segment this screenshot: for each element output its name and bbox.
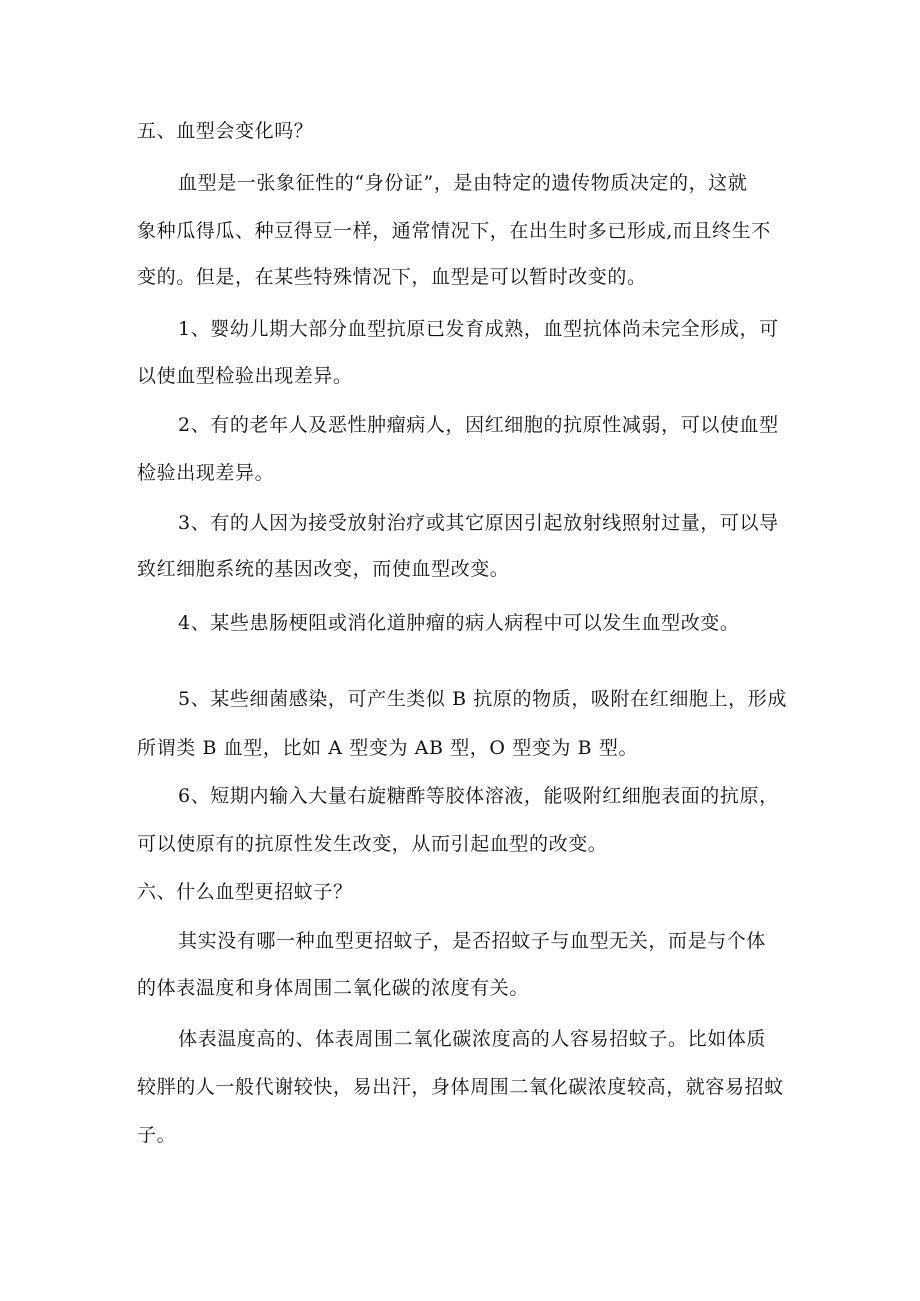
item-1-line-2: 以使血型检验出现差异。	[137, 365, 353, 387]
section6-para2-line-3: 子。	[137, 1124, 177, 1146]
item-1-line-1: 1、婴幼儿期大部分血型抗原已发育成熟，血型抗体尚未完全形成，可	[178, 318, 779, 340]
item-5-line-1: 5、某些细菌感染，可产生类似 B 抗原的物质，吸附在红细胞上，形成	[178, 688, 787, 710]
item-2-line-2: 检验出现差异。	[137, 462, 275, 484]
section6-heading: 六、什么血型更招蚊子？	[137, 881, 353, 903]
section5-intro-line-1: 血型是一张象征性的“身份证”，是由特定的遗传物质决定的，这就	[178, 172, 748, 194]
item-6-line-2: 可以使原有的抗原性发生改变，从而引起血型的改变。	[137, 833, 608, 855]
section6-para2-line-1: 体表温度高的、体表周围二氧化碳浓度高的人容易招蚊子。比如体质	[178, 1028, 767, 1050]
item-6-line-1: 6、短期内输入大量右旋糖酢等胶体溶液，能吸附红细胞表面的抗原，	[178, 785, 779, 807]
section6-para1-line-1: 其实没有哪一种血型更招蚊子，是否招蚊子与血型无关，而是与个体	[178, 930, 767, 952]
section6-para1-line-2: 的体表温度和身体周围二氧化碳的浓度有关。	[137, 977, 530, 999]
section5-intro-line-2: 象种瓜得瓜、种豆得豆一样，通常情况下，在出生时多已形成,而且终生不	[137, 220, 771, 242]
section6-para2-line-2: 较胖的人一般代谢较快，易出汗，身体周围二氧化碳浓度较高，就容易招蚊	[137, 1076, 784, 1098]
item-5-line-2: 所谓类 B 血型，比如 A 型变为 AB 型，O 型变为 B 型。	[137, 737, 639, 759]
section5-intro-line-3: 变的。但是，在某些特殊情况下，血型是可以暂时改变的。	[137, 266, 647, 288]
item-4-line-1: 4、某些患肠梗阻或消化道肿瘤的病人病程中可以发生血型改变。	[178, 612, 740, 634]
section5-heading: 五、血型会变化吗？	[137, 120, 314, 142]
item-3-line-1: 3、有的人因为接受放射治疗或其它原因引起放射线照射过量，可以导	[178, 512, 779, 534]
item-3-line-2: 致红细胞系统的基因改变，而使血型改变。	[137, 558, 510, 580]
item-2-line-1: 2、有的老年人及恶性肿瘤病人，因红细胞的抗原性减弱，可以使血型	[178, 414, 779, 436]
